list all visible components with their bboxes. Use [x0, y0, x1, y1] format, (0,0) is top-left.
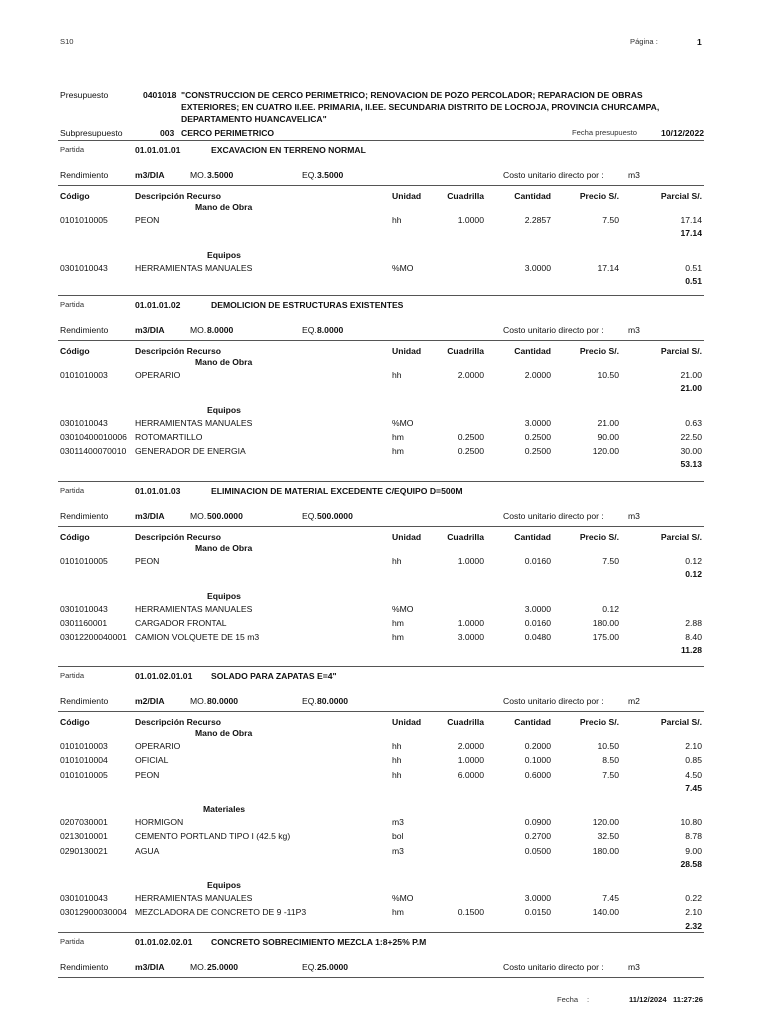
resource-unidad: hh — [392, 755, 402, 766]
col-header-parcial: Parcial S/. — [660, 346, 702, 356]
resource-unidad: hm — [392, 432, 404, 442]
resource-descripcion: ROTOMARTILLO — [135, 432, 203, 442]
col-header-codigo: Código — [60, 191, 90, 201]
eq-value: 25.0000 — [317, 962, 349, 972]
resource-codigo: 0301010043 — [60, 262, 108, 273]
resource-precio: 7.50 — [602, 215, 619, 226]
eq-label: EQ. — [302, 696, 317, 706]
group-subtotal: 28.58 — [680, 858, 702, 869]
resource-unidad: hm — [392, 446, 404, 457]
resource-precio: 7.50 — [602, 556, 619, 567]
resource-cuadrilla: 2.0000 — [457, 370, 484, 381]
resource-parcial: 4.50 — [685, 769, 702, 780]
resource-precio: 120.00 — [592, 817, 619, 828]
col-header-unidad: Unidad — [392, 191, 422, 201]
resource-precio: 7.50 — [602, 769, 619, 780]
col-header-cuadrilla: Cuadrilla — [447, 717, 484, 727]
resource-precio: 120.00 — [592, 446, 619, 457]
resource-descripcion: PEON — [135, 215, 160, 226]
resource-cuadrilla: 3.0000 — [457, 632, 484, 643]
resource-precio: 180.00 — [592, 618, 619, 628]
presupuesto-code: 0401018 — [143, 90, 177, 100]
resource-codigo: 0101010004 — [60, 755, 108, 766]
resource-cantidad: 0.6000 — [524, 769, 551, 780]
subpresupuesto-code: 003 — [160, 128, 175, 138]
resource-descripcion: AGUA — [135, 845, 160, 856]
rendimiento-unit: m2/DIA — [135, 696, 165, 706]
rendimiento-label: Rendimiento — [60, 696, 109, 706]
group-name: Equipos — [207, 249, 241, 260]
resource-descripcion: CAMION VOLQUETE DE 15 m3 — [135, 632, 260, 643]
resource-codigo: 0101010005 — [60, 215, 108, 226]
group-subtotal: 11.28 — [680, 645, 702, 656]
eq-value: 80.0000 — [317, 696, 349, 706]
resource-codigo: 0101010005 — [60, 556, 108, 567]
footer-fecha-separator: : — [587, 995, 590, 1004]
resource-unidad: hm — [392, 618, 404, 628]
report-code: S10 — [60, 37, 74, 46]
col-header-precio: Precio S/. — [579, 191, 619, 201]
resource-parcial: 2.88 — [685, 618, 702, 628]
resource-parcial: 0.51 — [685, 262, 702, 273]
costo-unitario-unit: m3 — [628, 170, 640, 180]
col-header-parcial: Parcial S/. — [660, 717, 702, 727]
resource-cantidad: 3.0000 — [524, 262, 551, 273]
group-subtotal: 17.14 — [680, 228, 702, 239]
rendimiento-unit: m3/DIA — [135, 962, 165, 972]
rendimiento-separator — [58, 711, 704, 712]
page-label: Página : — [630, 37, 658, 46]
resource-cantidad: 0.2000 — [524, 741, 551, 752]
resource-descripcion: PEON — [135, 769, 160, 780]
footer-fecha-label: Fecha — [557, 995, 579, 1004]
partida-code: 01.01.01.03 — [135, 486, 181, 496]
partida-separator — [58, 666, 704, 667]
eq-value: 8.0000 — [317, 325, 344, 335]
resource-cuadrilla: 0.2500 — [457, 432, 484, 442]
resource-unidad: hh — [392, 215, 402, 226]
group-subtotal: 21.00 — [680, 383, 702, 394]
col-header-unidad: Unidad — [392, 532, 422, 542]
resource-unidad: %MO — [392, 262, 414, 273]
resource-precio: 140.00 — [592, 907, 619, 918]
partida-code: 01.01.01.02 — [135, 300, 181, 310]
fecha-presupuesto: 10/12/2022 — [661, 128, 705, 138]
resource-descripcion: HERRAMIENTAS MANUALES — [135, 603, 253, 614]
partida-separator — [58, 140, 704, 141]
group-subtotal: 0.51 — [685, 276, 702, 286]
resource-codigo: 0301010043 — [60, 603, 108, 614]
resource-unidad: hm — [392, 907, 404, 918]
footer-hora: 11:27:26 — [673, 995, 703, 1004]
partida-title: EXCAVACION EN TERRENO NORMAL — [211, 145, 366, 155]
eq-label: EQ. — [302, 170, 317, 180]
col-header-cantidad: Cantidad — [514, 191, 551, 201]
costo-unitario-unit: m3 — [628, 325, 640, 335]
resource-cuadrilla: 2.0000 — [457, 741, 484, 752]
resource-parcial: 8.40 — [685, 632, 702, 643]
rendimiento-unit: m3/DIA — [135, 170, 165, 180]
partida-separator — [58, 295, 704, 296]
resource-unidad: %MO — [392, 893, 414, 904]
resource-precio: 8.50 — [602, 755, 619, 766]
resource-parcial: 30.00 — [680, 446, 702, 457]
rendimiento-label: Rendimiento — [60, 170, 109, 180]
resource-codigo: 0101010003 — [60, 741, 108, 752]
mo-label: MO. — [190, 962, 207, 972]
partida-label: Partida — [60, 937, 85, 946]
costo-unitario-unit: m3 — [628, 962, 640, 972]
col-header-unidad: Unidad — [392, 717, 422, 727]
col-header-cantidad: Cantidad — [514, 717, 551, 727]
resource-unidad: hh — [392, 741, 402, 752]
resource-precio: 21.00 — [597, 417, 619, 428]
resource-cuadrilla: 6.0000 — [457, 769, 484, 780]
resource-unidad: %MO — [392, 417, 414, 428]
partida-title: SOLADO PARA ZAPATAS E=4" — [211, 671, 337, 681]
resource-cantidad: 3.0000 — [524, 417, 551, 428]
rendimiento-label: Rendimiento — [60, 511, 109, 521]
resource-descripcion: PEON — [135, 556, 160, 567]
mo-value: 8.0000 — [207, 325, 234, 335]
group-subtotal: 0.12 — [685, 569, 702, 580]
group-subtotal: 7.45 — [685, 782, 702, 793]
resource-codigo: 0301010043 — [60, 893, 108, 904]
resource-descripcion: HERRAMIENTAS MANUALES — [135, 893, 253, 904]
presupuesto-label: Presupuesto — [60, 90, 109, 100]
resource-unidad: hm — [392, 632, 404, 643]
rendimiento-unit: m3/DIA — [135, 325, 165, 335]
col-header-unidad: Unidad — [392, 346, 422, 356]
eq-label: EQ. — [302, 511, 317, 521]
col-header-precio: Precio S/. — [579, 346, 619, 356]
col-header-cuadrilla: Cuadrilla — [447, 532, 484, 542]
resource-codigo: 0213010001 — [60, 831, 108, 842]
resource-precio: 180.00 — [592, 845, 619, 856]
subpresupuesto-label: Subpresupuesto — [60, 128, 123, 138]
partida-title: CONCRETO SOBRECIMIENTO MEZCLA 1:8+25% P.M — [211, 937, 427, 947]
col-header-descripcion: Descripción Recurso — [135, 717, 221, 727]
resource-cuadrilla: 1.0000 — [457, 618, 484, 628]
group-name: Equipos — [207, 590, 241, 601]
mo-label: MO. — [190, 511, 207, 521]
mo-value: 80.0000 — [207, 696, 239, 706]
resource-parcial: 2.10 — [685, 907, 702, 918]
col-header-cantidad: Cantidad — [514, 346, 551, 356]
resource-cantidad: 0.0500 — [524, 845, 551, 856]
resource-descripcion: CEMENTO PORTLAND TIPO I (42.5 kg) — [135, 831, 291, 842]
partida-code: 01.01.02.02.01 — [135, 937, 193, 947]
presupuesto-description: "CONSTRUCCION DE CERCO PERIMETRICO; RENOVACION DE POZO PERCOLADOR; REPARACION DE OBRAS EXTERIORES; EN CUATRO II.EE. PRIMARIA, II.EE. SECUNDARIA DISTRITO DE LOCROJA, PROVINCIA CHURCAMPA, DEPARTAMENTO HUANCAVELICA" — [181, 90, 660, 124]
col-header-parcial: Parcial S/. — [660, 191, 702, 201]
group-name: Mano de Obra — [195, 543, 253, 553]
col-header-cuadrilla: Cuadrilla — [447, 346, 484, 356]
costo-unitario-unit: m3 — [628, 511, 640, 521]
col-header-cuadrilla: Cuadrilla — [447, 191, 484, 201]
mo-label: MO. — [190, 170, 207, 180]
resource-parcial: 17.14 — [680, 215, 702, 226]
resource-unidad: m3 — [392, 845, 404, 856]
resource-precio: 10.50 — [597, 370, 619, 381]
resource-unidad: hh — [392, 556, 402, 567]
group-name: Materiales — [203, 804, 246, 814]
resource-precio: 32.50 — [597, 831, 619, 842]
costo-unitario-label: Costo unitario directo por : — [503, 511, 604, 521]
col-header-codigo: Código — [60, 717, 90, 727]
resource-cantidad: 0.0900 — [524, 817, 551, 828]
costo-unitario-label: Costo unitario directo por : — [503, 962, 604, 972]
eq-value: 3.5000 — [317, 170, 344, 180]
rendimiento-unit: m3/DIA — [135, 511, 165, 521]
col-header-precio: Precio S/. — [579, 717, 619, 727]
col-header-codigo: Código — [60, 346, 90, 356]
rendimiento-separator — [58, 526, 704, 527]
resource-descripcion: HERRAMIENTAS MANUALES — [135, 262, 253, 273]
resource-parcial: 9.00 — [685, 845, 702, 856]
resource-codigo: 03012900030004 — [60, 907, 127, 918]
partida-separator — [58, 932, 704, 933]
col-header-cantidad: Cantidad — [514, 532, 551, 542]
resource-codigo: 03010400010006 — [60, 432, 127, 442]
resource-descripcion: OPERARIO — [135, 370, 181, 381]
resource-descripcion: HORMIGON — [135, 817, 184, 828]
resource-parcial: 0.12 — [685, 556, 702, 567]
partida-label: Partida — [60, 486, 85, 495]
resource-precio: 90.00 — [597, 432, 619, 442]
resource-parcial: 22.50 — [680, 432, 702, 442]
partida-title: ELIMINACION DE MATERIAL EXCEDENTE C/EQUIPO D=500M — [211, 486, 463, 496]
partida-label: Partida — [60, 671, 85, 680]
resource-codigo: 0301010043 — [60, 417, 108, 428]
subpresupuesto-description: CERCO PERIMETRICO — [181, 128, 275, 138]
col-header-descripcion: Descripción Recurso — [135, 346, 221, 356]
partida-label: Partida — [60, 145, 85, 154]
costo-unitario-label: Costo unitario directo por : — [503, 325, 604, 335]
resource-precio: 175.00 — [592, 632, 619, 643]
partida-label: Partida — [60, 300, 85, 309]
eq-value: 500.0000 — [317, 511, 353, 521]
costo-unitario-label: Costo unitario directo por : — [503, 170, 604, 180]
resource-cantidad: 3.0000 — [524, 893, 551, 904]
resource-codigo: 03011400070010 — [60, 446, 127, 457]
rendimiento-label: Rendimiento — [60, 962, 109, 972]
resource-parcial: 0.63 — [685, 417, 702, 428]
mo-label: MO. — [190, 696, 207, 706]
resource-codigo: 0101010003 — [60, 370, 108, 381]
partida-title: DEMOLICION DE ESTRUCTURAS EXISTENTES — [211, 300, 404, 310]
resource-unidad: bol — [392, 831, 404, 842]
col-header-descripcion: Descripción Recurso — [135, 191, 221, 201]
resource-precio: 17.14 — [597, 262, 619, 273]
rendimiento-label: Rendimiento — [60, 325, 109, 335]
resource-parcial: 21.00 — [680, 370, 702, 381]
resource-cantidad: 0.0160 — [524, 618, 551, 628]
resource-cantidad: 0.0480 — [524, 632, 551, 643]
mo-value: 3.5000 — [207, 170, 234, 180]
mo-value: 25.0000 — [207, 962, 239, 972]
resource-cantidad: 0.2700 — [524, 831, 551, 842]
group-name: Equipos — [207, 880, 241, 890]
eq-label: EQ. — [302, 325, 317, 335]
rendimiento-separator — [58, 185, 704, 186]
resource-descripcion: MEZCLADORA DE CONCRETO DE 9 -11P3 — [135, 907, 307, 918]
group-name: Mano de Obra — [195, 202, 253, 212]
resource-descripcion: CARGADOR FRONTAL — [135, 618, 227, 628]
resource-cantidad: 0.2500 — [524, 432, 551, 442]
resource-cantidad: 2.0000 — [524, 370, 551, 381]
resource-unidad: %MO — [392, 603, 414, 614]
resource-codigo: 0290130021 — [60, 845, 108, 856]
col-header-descripcion: Descripción Recurso — [135, 532, 221, 542]
resource-codigo: 0301160001 — [60, 618, 108, 628]
group-name: Mano de Obra — [195, 728, 253, 738]
rendimiento-separator — [58, 340, 704, 341]
mo-value: 500.0000 — [207, 511, 243, 521]
resource-cantidad: 0.0150 — [524, 907, 551, 918]
mo-label: MO. — [190, 325, 207, 335]
partida-code: 01.01.01.01 — [135, 145, 181, 155]
resource-cantidad: 3.0000 — [524, 603, 551, 614]
group-name: Equipos — [207, 404, 241, 415]
resource-cuadrilla: 1.0000 — [457, 556, 484, 567]
partida-code: 01.01.02.01.01 — [135, 671, 193, 681]
resource-parcial: 0.22 — [685, 893, 702, 904]
page-number: 1 — [697, 37, 702, 47]
fecha-presupuesto-label: Fecha presupuesto — [572, 128, 638, 137]
col-header-precio: Precio S/. — [579, 532, 619, 542]
resource-unidad: hh — [392, 370, 402, 381]
resource-parcial: 0.85 — [685, 755, 702, 766]
resource-codigo: 03012200040001 — [60, 632, 127, 643]
costo-unitario-label: Costo unitario directo por : — [503, 696, 604, 706]
group-subtotal: 53.13 — [680, 459, 702, 470]
rendimiento-separator — [58, 977, 704, 978]
resource-parcial: 8.78 — [685, 831, 702, 842]
resource-codigo: 0101010005 — [60, 769, 108, 780]
col-header-codigo: Código — [60, 532, 90, 542]
resource-cuadrilla: 0.1500 — [457, 907, 484, 918]
resource-cantidad: 0.2500 — [524, 446, 551, 457]
partida-separator — [58, 481, 704, 482]
resource-descripcion: HERRAMIENTAS MANUALES — [135, 417, 253, 428]
resource-precio: 7.45 — [602, 893, 619, 904]
resource-unidad: m3 — [392, 817, 404, 828]
resource-cuadrilla: 1.0000 — [457, 755, 484, 766]
resource-descripcion: OFICIAL — [135, 755, 169, 766]
footer-fecha: 11/12/2024 — [629, 995, 667, 1004]
group-subtotal: 2.32 — [685, 920, 702, 931]
resource-cantidad: 0.0160 — [524, 556, 551, 567]
resource-descripcion: OPERARIO — [135, 741, 181, 752]
resource-precio: 10.50 — [597, 741, 619, 752]
resource-cuadrilla: 1.0000 — [457, 215, 484, 226]
col-header-parcial: Parcial S/. — [660, 532, 702, 542]
resource-unidad: hh — [392, 769, 402, 780]
resource-cantidad: 0.1000 — [524, 755, 551, 766]
resource-codigo: 0207030001 — [60, 817, 108, 828]
resource-cuadrilla: 0.2500 — [457, 446, 484, 457]
resource-cantidad: 2.2857 — [524, 215, 551, 226]
resource-parcial: 10.80 — [680, 817, 702, 828]
resource-precio: 0.12 — [602, 603, 619, 614]
group-name: Mano de Obra — [195, 357, 253, 367]
eq-label: EQ. — [302, 962, 317, 972]
costo-unitario-unit: m2 — [628, 696, 640, 706]
resource-parcial: 2.10 — [685, 741, 702, 752]
resource-descripcion: GENERADOR DE ENERGIA — [135, 446, 246, 457]
